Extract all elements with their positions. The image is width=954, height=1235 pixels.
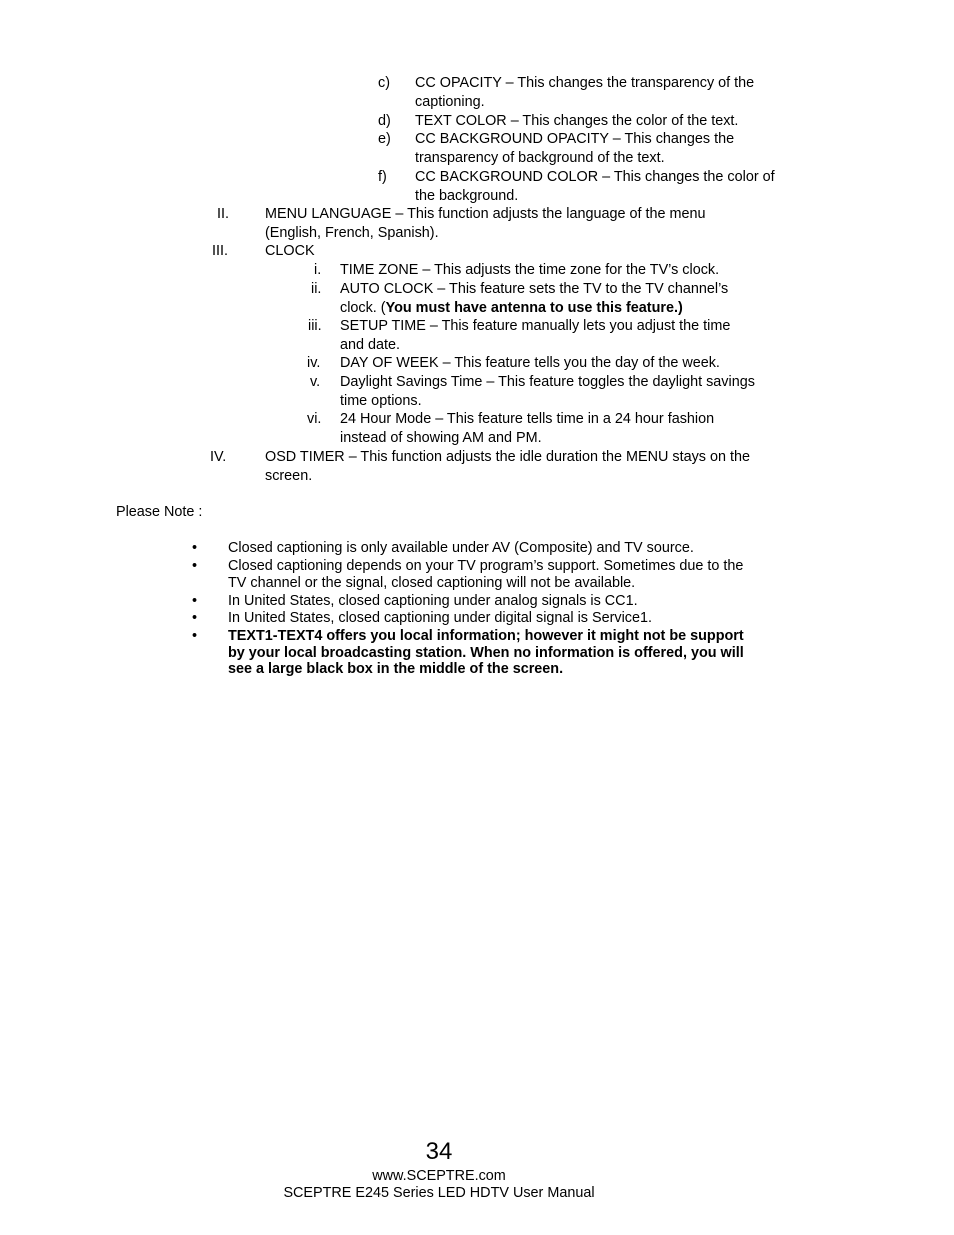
item-text: CC OPACITY – This changes the transparency of the captioning.	[415, 75, 755, 110]
item-marker: III.	[212, 243, 228, 259]
item-marker: i.	[314, 262, 322, 278]
item-marker: d)	[378, 113, 391, 129]
item-text: 24 Hour Mode – This feature tells time in a 24 hour fashion instead of showing AM and PM.	[340, 411, 715, 446]
note-text: In United States, closed captioning under digital signal is Service1.	[228, 610, 652, 626]
item-marker: f)	[378, 169, 387, 185]
note-text: Closed captioning is only available under AV (Composite) and TV source.	[228, 540, 694, 556]
note-text: In United States, closed captioning under analog signals is CC1.	[228, 593, 638, 609]
item-marker: II.	[217, 206, 229, 222]
item-marker: vi.	[307, 411, 322, 427]
item-marker: iv.	[307, 355, 321, 371]
item-marker: iii.	[308, 318, 322, 334]
footer-title: SCEPTRE E245 Series LED HDTV User Manual	[283, 1185, 595, 1201]
item-marker: IV.	[210, 449, 227, 465]
item-text: MENU LANGUAGE – This function adjusts the language of the menu (English, French, Spanish).	[265, 206, 706, 241]
item-text-plain: AUTO CLOCK – This feature sets the TV to the TV channel’s clock. (	[340, 281, 729, 316]
item-text-bold: You must have antenna to use this feature.)	[385, 299, 683, 316]
bullet-icon: •	[192, 610, 198, 626]
item-marker: v.	[310, 374, 321, 390]
item-text: TIME ZONE – This adjusts the time zone for the TV’s clock.	[340, 262, 720, 278]
item-marker: c)	[378, 75, 390, 91]
item-text: CC BACKGROUND OPACITY – This changes the transparency of background of the text.	[415, 131, 735, 166]
note-text: Closed captioning depends on your TV program’s support. Sometimes due to the TV channel or the signal, closed captioning will not be available.	[228, 558, 744, 592]
bullet-icon: •	[192, 558, 198, 574]
bullet-icon: •	[192, 540, 198, 556]
page-number: 34	[425, 1138, 453, 1165]
note-heading: Please Note :	[116, 504, 203, 520]
item-text: DAY OF WEEK – This feature tells you the day of the week.	[340, 355, 720, 371]
item-text: OSD TIMER – This function adjusts the idle duration the MENU stays on the screen.	[265, 449, 750, 484]
footer-url: www.SCEPTRE.com	[372, 1168, 506, 1184]
item-text	[340, 280, 750, 317]
item-marker: e)	[378, 131, 391, 147]
item-text: SETUP TIME – This feature manually lets you adjust the time and date.	[340, 318, 731, 353]
item-text: CLOCK	[265, 243, 315, 259]
item-text: TEXT COLOR – This changes the color of the text.	[415, 113, 739, 129]
bullet-icon: •	[192, 593, 198, 609]
bullet-icon: •	[192, 628, 198, 644]
note-text: TEXT1-TEXT4 offers you local information; however it might not be support by your local broadcasting station. When no information is offered, you will see a large black box in the middle of the screen.	[228, 628, 744, 678]
item-text: CC BACKGROUND COLOR – This changes the color of the background.	[415, 169, 775, 204]
item-text: Daylight Savings Time – This feature toggles the daylight savings time options.	[340, 374, 755, 409]
item-marker: ii.	[311, 281, 322, 297]
